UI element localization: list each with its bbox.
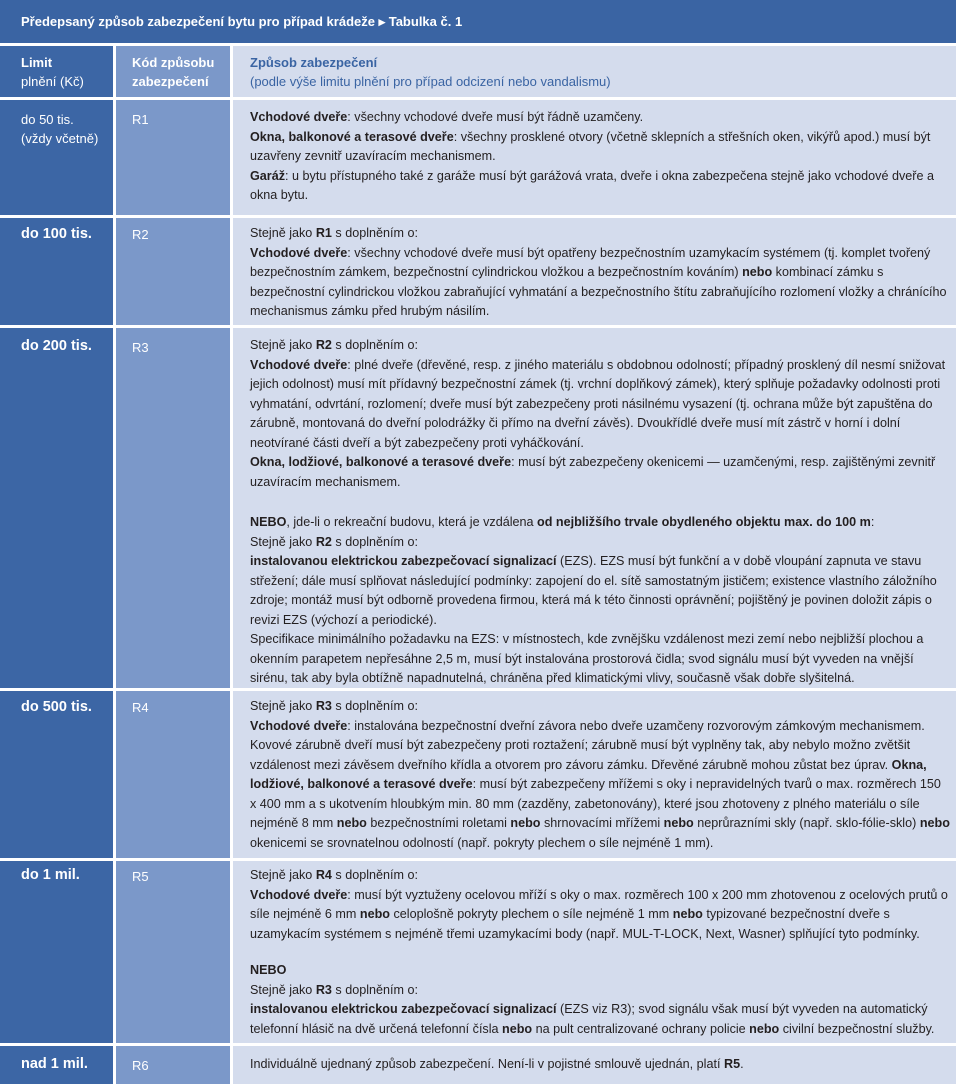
row-r1-text — [250, 108, 950, 206]
row-r1-limit-note: (vždy včetně) — [21, 131, 99, 146]
r3-alt-colon: : — [870, 515, 875, 529]
header-method-note: (podle výše limitu plnění pro případ odcizení nebo vandalismu) — [250, 74, 611, 89]
r3-alt-text: , jde-li o rekreační budovu, která je vzdálena — [286, 515, 538, 529]
row-r5-code-cell — [116, 861, 230, 1043]
row-r2-limit: do 100 tis. — [21, 226, 92, 242]
r3-alt-same-text: Stejně jako — [250, 534, 316, 549]
row-r5-text — [250, 866, 950, 1039]
r3-ezs-text: (EZS). EZS musí být funkční a v době vloupání zapnuta ve stavu střežení; dále musí splňovat následující podmínky: zapojení do el. sítě samostatným jističem; existence vlastního záložního zdroje; montáž musí být odborně provedena firmou, která má k této činnosti oprávnění; pojištěný je povinen doložit zápis o revizi EZS (výchozí a periodické). — [250, 554, 937, 627]
r4-text-4: shrnovacími mřížemi — [540, 816, 664, 830]
r4-or-4: nebo — [919, 816, 950, 830]
r5-same-suffix: s doplněním o: — [331, 868, 419, 882]
row-r3-text — [250, 336, 950, 689]
r4-or-3: nebo — [663, 816, 694, 830]
r5-ezs-or-2: nebo — [749, 1021, 780, 1036]
r4-or-1: nebo — [336, 816, 367, 830]
r2-door-text-2: kombinací zámku s bezpečnostní cylindrickou vložkou zabraňující vyhmatání a bezpečnostního štítu zabraňujícího rozlomení vložky a chránícího mechanismus zámku před hrubým násilím. — [250, 265, 947, 318]
r5-or-2: nebo — [672, 907, 703, 921]
header-code — [132, 53, 214, 91]
row-r5-code: R5 — [132, 869, 149, 884]
row-r4-text — [250, 697, 950, 853]
r3-spec-para: Specifikace minimálního požadavku na EZS: v místnostech, kde zvnějšku vzdálenost mezi zemí nebo nejbližší plochou a okenním parapetem nepřesáhne 2,5 m, musí být instalována prostorová čidla; svod signálu musí být vyveden na vnější sirénu, tak aby byla obtížně napadnutelná, chráněna před klimatickými vlivy, současně však dobře slyšitelná. — [250, 632, 924, 685]
r2-door-or: nebo — [742, 265, 773, 279]
r3-alt-distance: od nejbližšího trvale obydleného objektu max. do 100 m — [537, 515, 871, 529]
r5-door-para — [250, 886, 950, 945]
r5-alt-same-as — [250, 981, 950, 1001]
r3-ezs-para — [250, 552, 950, 630]
r5-text-2: celoplošně pokryty plechem o síle nejméně 1 mm — [389, 907, 673, 921]
table-title: Předepsaný způsob zabezpečení bytu pro případ krádeže ▸ Tabulka č. 1 — [21, 14, 463, 29]
header-limit-label: Limit — [21, 55, 53, 70]
r2-door-para — [250, 244, 950, 322]
r4-same-text: Stejně jako — [250, 699, 316, 713]
r6-para — [250, 1055, 950, 1075]
header-limit-unit: plnění (Kč) — [21, 74, 84, 89]
row-r5-limit-cell — [0, 861, 113, 1043]
r5-ezs-text-2: na pult centralizované ochrany policie — [532, 1021, 750, 1036]
r2-door-term: Vchodové dveře — [250, 245, 348, 260]
r4-door-text: : instalována bezpečnostní dveřní závora nebo dveře uzamčeny rozvorovým zámkovým mechanismem. Kovové zárubně dveří musí být zabezpečeny proti roztažení; zárubně musí být vyplněny tak, aby nebylo možno zvětšit vzdálenost mezi závěsem dveřního křídla a otvorem pro závoru zámku. Dřevěné zárubně mohou zůstat bez úprav. — [250, 718, 925, 772]
r4-door-term: Vchodové dveře — [250, 718, 348, 733]
r5-ezs-text-1: (EZS viz R3); svod signálu však musí být vyveden na automatický telefonní hlásič na dvě určená telefonní čísla — [250, 1002, 928, 1036]
r5-same-ref: R4 — [315, 868, 332, 882]
r4-text-3: bezpečnostními roletami — [366, 816, 511, 830]
r4-same-suffix: s doplněním o: — [331, 699, 419, 713]
r5-alt-or: NEBO — [250, 963, 287, 977]
r1-garage-term: Garáž — [250, 168, 286, 183]
r2-same-text: Stejně jako — [250, 226, 316, 240]
r5-alt-same-ref: R3 — [315, 982, 332, 997]
r3-same-ref: R2 — [315, 338, 332, 352]
row-r6-limit: nad 1 mil. — [21, 1056, 88, 1072]
r3-door-term: Vchodové dveře — [250, 357, 348, 372]
r4-same-ref: R3 — [315, 699, 332, 713]
header-code-label-2: zabezpečení — [132, 74, 209, 89]
r5-alt-same-suffix: s doplněním o: — [331, 982, 419, 997]
r4-window-term: Okna, lodžiové, balkonové a terasové dveře — [250, 757, 927, 791]
r3-window-term: Okna, lodžiové, balkonové a terasové dveře — [250, 455, 512, 469]
r3-alt-same-ref: R2 — [315, 534, 332, 549]
r1-door-term: Vchodové dveře — [250, 110, 348, 124]
r4-window-text: : musí být zabezpečeny mřížemi s oky i nepravidelných tvarů o max. rozměrech 150 x 400 mm a s ukotvením hloubkým min. 80 mm (zazděny, zabetonovány), které jsou zhotoveny z plného materiálu o síle nejméně 8 mm — [250, 777, 941, 830]
header-method-label: Způsob zabezpečení — [250, 55, 378, 70]
r5-alt — [250, 961, 950, 981]
r3-alt-same-as — [250, 533, 950, 553]
row-r4-limit: do 500 tis. — [21, 699, 92, 715]
row-r3-limit: do 200 tis. — [21, 338, 92, 354]
r5-ezs-or-1: nebo — [502, 1021, 533, 1036]
r5-ezs-para — [250, 1000, 950, 1039]
r3-alt-or: NEBO — [250, 515, 287, 529]
r4-same-as — [250, 697, 950, 717]
r2-same-ref: R1 — [315, 226, 332, 240]
r2-door-text: : všechny vchodové dveře musí být opatřeny bezpečnostním uzamykacím systémem (tj. komplet tvořený bezpečnostním zámkem, bezpečnostní cylindrickou vložkou a bezpečnostním kováním) — [250, 245, 931, 279]
header-method — [250, 53, 611, 91]
r6-end: . — [740, 1057, 744, 1071]
row-r3-code: R3 — [132, 340, 149, 355]
r3-same-as — [250, 336, 950, 356]
r5-same-as — [250, 866, 950, 886]
r1-garage-text: : u bytu přístupného také z garáže musí být garážová vrata, dveře i okna zabezpečena stejně jako vchodové dveře a okna bytu. — [250, 168, 934, 202]
r3-same-suffix: s doplněním o: — [331, 338, 419, 352]
r1-door-para — [250, 108, 950, 128]
r5-same-text: Stejně jako — [250, 868, 316, 882]
r3-same-text: Stejně jako — [250, 338, 316, 352]
r4-text-5: neprůrazními skly (např. sklo-fólie-sklo) — [693, 816, 920, 830]
row-r5-limit: do 1 mil. — [21, 867, 80, 883]
row-r3-limit-cell — [0, 328, 113, 688]
row-r1-limit — [21, 110, 98, 148]
header-code-label-1: Kód způsobu — [132, 55, 215, 70]
row-r4-code: R4 — [132, 700, 149, 715]
row-r1-code: R1 — [132, 112, 149, 127]
r3-door-text: : plné dveře (dřevěné, resp. z jiného materiálu s obdobnou odolností; případný prosklený díl nesmí snižovat jejich odolnost) musí mít přídavný bezpečnostní zámek (tj. vrchní doplňkový zámek), který splňuje požadavky odolnosti proti vyhmatání, odvrtání, rozlomení; dveře musí být zabezpečeny proti násilnému vysazení (tj. ochrana může být zapuštěna do zárubně, montovaná do dveřní polodrážky či přímo na dveřní závěs). Dvoukřídlé dveře musí mít zástrč v horní i dolní neotvírané části dveří a být zabezpečeny proti vyháčkování. — [250, 357, 946, 450]
r4-door-para — [250, 717, 950, 854]
r5-ezs-term: instalovanou elektrickou zabezpečovací signalizací — [250, 1002, 557, 1016]
row-r2-code: R2 — [132, 227, 149, 242]
row-r1-limit-value: do 50 tis. — [21, 112, 74, 127]
r1-window-text: : všechny prosklené otvory (včetně sklepních a střešních oken, vikýřů apod.) musí být uzavřeny zevnitř uzavíracím mechanismem. — [250, 129, 931, 163]
r5-or-1: nebo — [359, 907, 390, 921]
r2-same-as — [250, 224, 950, 244]
r1-window-para — [250, 128, 950, 167]
r5-ezs-text-3: civilní bezpečnostní služby. — [779, 1021, 935, 1036]
r3-window-text: : musí být zabezpečeny okenicemi — uzamčenými, resp. zajištěnými zevnitř uzavíracím mechanismem. — [250, 455, 936, 489]
r3-alt-same-suffix: s doplněním o: — [331, 534, 419, 549]
r3-window-para — [250, 453, 950, 492]
r5-door-text: : musí být vyztuženy ocelovou mříží s oky o max. rozměrech 100 x 200 mm zhotovenou z ocelových prutů o síle nejméně 6 mm — [250, 887, 948, 921]
row-r6-code: R6 — [132, 1058, 149, 1073]
r4-or-2: nebo — [510, 816, 541, 830]
row-r6-text — [250, 1055, 950, 1075]
r3-door-para — [250, 356, 950, 454]
header-limit — [21, 53, 84, 91]
r4-text-6: okenicemi se srovnatelnou odolností (např. pokryty plechem o síle nejméně 1 mm). — [250, 835, 714, 850]
r1-garage-para — [250, 167, 950, 206]
r6-text: Individuálně ujednaný způsob zabezpečení. Není-li v pojistné smlouvě ujednán, platí — [250, 1057, 724, 1071]
r3-alt-para — [250, 513, 950, 533]
r5-alt-same-text: Stejně jako — [250, 982, 316, 997]
r5-text-3: typizované bezpečnostní dveře s uzamykacím systémem s nejméně třemi uzamykacími body (např. MUL-T-LOCK, Next, Wasner) splňující tyto podmínky. — [250, 907, 920, 941]
r6-ref: R5 — [723, 1057, 741, 1071]
r5-door-term: Vchodové dveře — [250, 887, 348, 902]
r1-window-term: Okna, balkonové a terasové dveře — [250, 129, 454, 144]
row-r3-code-cell — [116, 328, 230, 688]
r2-same-suffix: s doplněním o: — [331, 226, 419, 240]
table-title-bar — [0, 0, 956, 43]
r3-ezs-term: instalovanou elektrickou zabezpečovací signalizací — [250, 554, 557, 568]
r1-door-text: : všechny vchodové dveře musí být řádně uzamčeny. — [347, 110, 644, 124]
row-r2-text — [250, 224, 950, 322]
